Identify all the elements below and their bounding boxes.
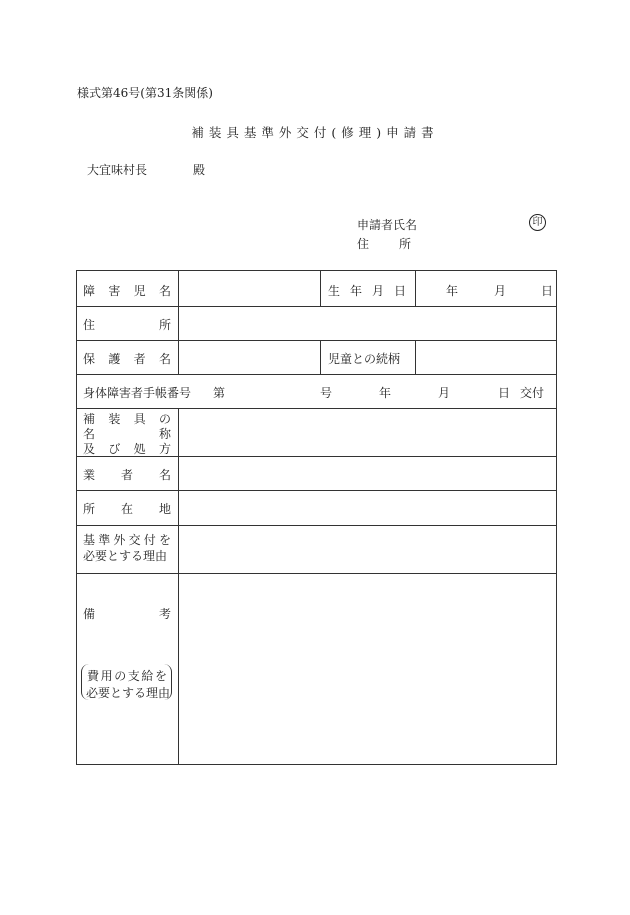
relation-label: 児童との続柄 xyxy=(328,352,401,366)
issue-day-unit: 日 xyxy=(498,386,511,400)
column-divider xyxy=(178,271,179,374)
reason-line1: 基 準 外 交 付 を xyxy=(83,533,171,547)
row-divider xyxy=(77,525,556,526)
application-form-table xyxy=(76,270,557,765)
row-divider xyxy=(77,490,556,491)
location-label: 所 在 地 xyxy=(83,502,171,516)
birth-day-unit: 日 xyxy=(541,284,554,298)
row-divider xyxy=(77,340,556,341)
column-divider xyxy=(415,340,416,374)
cost-reason-line1: 費 用 の 支 給 を xyxy=(87,669,167,683)
row-divider xyxy=(77,374,556,375)
column-divider xyxy=(178,408,179,765)
device-name-line3: 及 び 処 方 xyxy=(83,442,171,456)
cost-reason-line2: 必要とする理由 xyxy=(86,686,171,700)
applicant-name-label: 申請者氏名 xyxy=(357,218,418,232)
birthdate-label: 生 年 月 日 xyxy=(328,284,406,298)
issue-year-unit: 年 xyxy=(379,386,392,400)
addressee: 大宜味村長 xyxy=(87,163,148,177)
vendor-name-label: 業 者 名 xyxy=(83,468,171,482)
applicant-address-label: 住所 xyxy=(357,237,442,251)
addressee-suffix: 殿 xyxy=(193,163,206,177)
row-divider xyxy=(77,306,556,307)
remarks-label: 備 考 xyxy=(83,607,171,621)
reason-line2: 必要とする理由 xyxy=(83,549,168,563)
handbook-go: 号 xyxy=(320,386,333,400)
birth-month-unit: 月 xyxy=(494,284,507,298)
birth-year-unit: 年 xyxy=(446,284,459,298)
column-divider xyxy=(320,271,321,306)
row-divider xyxy=(77,573,556,574)
column-divider xyxy=(415,271,416,306)
child-name-label: 障 害 児 名 xyxy=(83,284,171,298)
form-title: 補装具基準外交付(修理)申請書 xyxy=(191,125,439,140)
guardian-name-label: 保 護 者 名 xyxy=(83,352,171,366)
seal-icon: 印 xyxy=(529,214,546,231)
device-name-line1: 補 装 具 の xyxy=(83,412,171,426)
issue-month-unit: 月 xyxy=(438,386,451,400)
address-label: 住 所 xyxy=(83,318,171,332)
row-divider xyxy=(77,408,556,409)
device-name-line2: 名 称 xyxy=(83,427,171,441)
issued-label: 交付 xyxy=(520,386,545,400)
column-divider xyxy=(320,340,321,374)
handbook-dai: 第 xyxy=(213,386,226,400)
form-number: 様式第46号(第31条関係) xyxy=(77,86,213,100)
handbook-number-label: 身体障害者手帳番号 xyxy=(83,386,192,400)
